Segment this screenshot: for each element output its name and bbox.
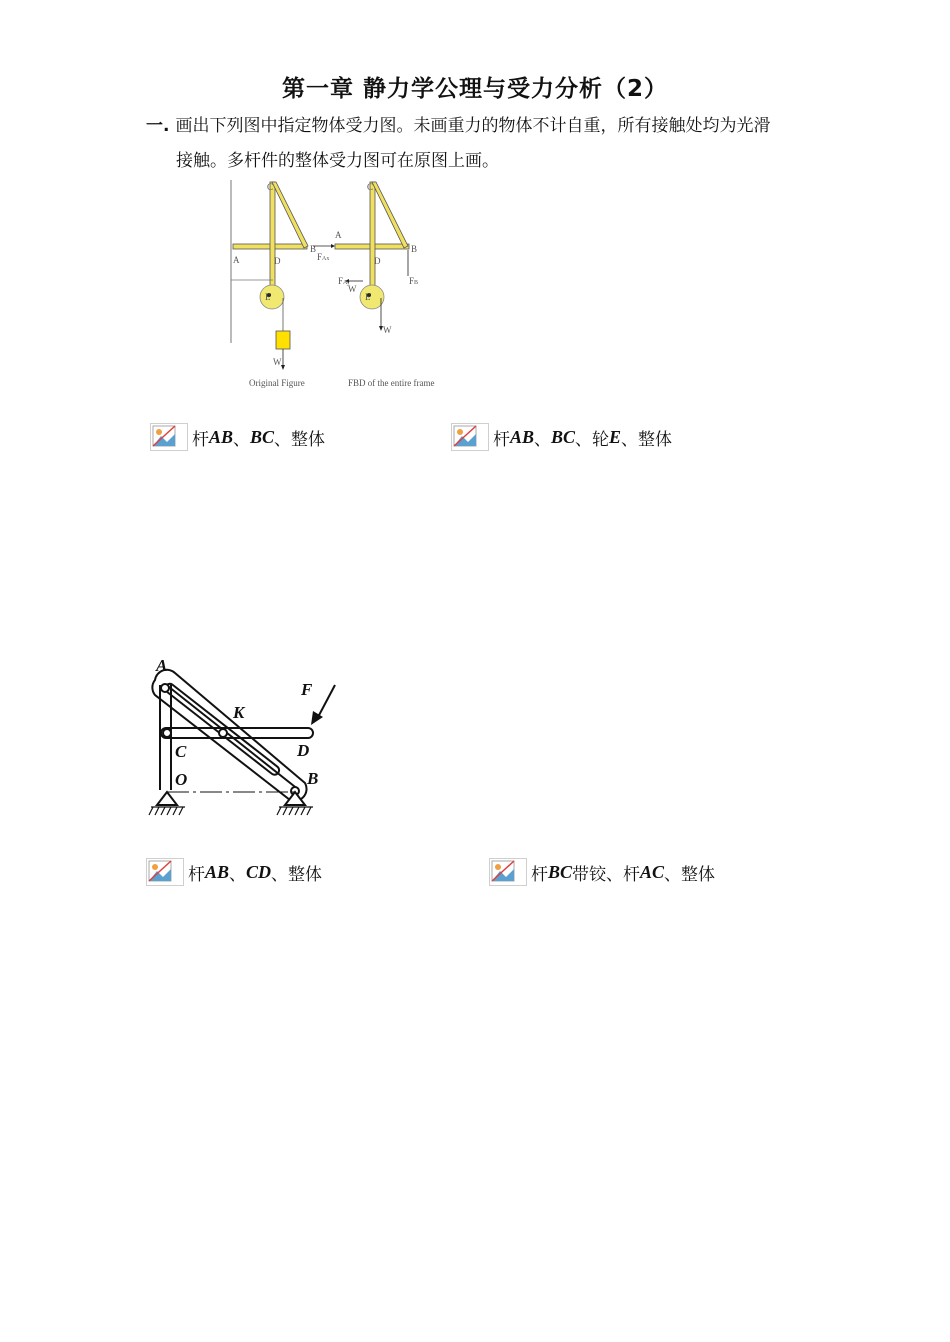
fig1-fbd-label-a: A — [335, 230, 342, 240]
fig1-label-c: C — [267, 182, 274, 192]
fig1-label-d: D — [274, 256, 281, 266]
question-text-1: 画出下列图中指定物体受力图。未画重力的物体不计自重，所有接触处均为光滑 — [175, 116, 771, 136]
caption-4-s1: 带铰、杆 — [572, 864, 641, 885]
fig1-fbd-label-e: E — [365, 292, 371, 302]
caption-1-b1: AB — [209, 426, 234, 447]
image-placeholder-icon — [150, 423, 188, 451]
fig1-fbd-label-d: D — [374, 256, 381, 266]
caption-2 — [451, 423, 672, 451]
caption-1-s1: 、 — [233, 429, 251, 450]
fig1-fbd-label-w2: W — [383, 325, 392, 335]
fig1-caption-left: Original Figure — [249, 378, 305, 388]
fig2-label-b: B — [307, 769, 319, 788]
fig2-label-a: A — [156, 656, 168, 675]
fig1-label-fax: FAx — [317, 252, 330, 262]
question-line-1 — [146, 111, 770, 136]
caption-2-pre: 杆 — [493, 429, 510, 450]
fig2-label-f: F — [301, 680, 313, 699]
caption-3-s1: 、 — [229, 864, 247, 885]
fig2-label-d: D — [297, 741, 310, 760]
fig1-label-fb: FB — [409, 276, 419, 286]
caption-2-b3: E — [609, 426, 622, 447]
fig1-caption-right: FBD of the entire frame — [348, 378, 435, 388]
caption-4-b1: BC — [548, 861, 573, 882]
fig1-label-b: B — [310, 244, 317, 254]
page-title: 第一章 静力学公理与受力分析（2） — [281, 76, 668, 102]
image-placeholder-icon — [489, 858, 527, 886]
fig1-label-e: E — [265, 292, 271, 302]
fig1-label-a: A — [233, 255, 240, 265]
fig1-fbd-label-c: C — [367, 182, 374, 192]
caption-3 — [146, 858, 322, 886]
frame-pulley-figure — [225, 178, 435, 393]
fig1-label-fay: FAy — [338, 276, 350, 286]
caption-1-b2: BC — [250, 426, 275, 447]
caption-4-pre: 杆 — [531, 864, 548, 885]
caption-2-post: 、整体 — [621, 429, 673, 450]
caption-4-post: 、整体 — [664, 864, 716, 885]
fig1-fbd-label-b: B — [411, 244, 418, 254]
caption-2-s1: 、 — [534, 429, 552, 450]
slotted-link-figure — [145, 655, 335, 825]
caption-1-post: 、整体 — [274, 429, 326, 450]
fig2-label-k: K — [233, 703, 245, 722]
caption-3-b2: CD — [246, 861, 272, 882]
caption-2-s2: 、轮 — [575, 429, 610, 450]
caption-2-b1: AB — [510, 426, 535, 447]
caption-1-pre: 杆 — [192, 429, 209, 450]
fig1-label-w: W — [273, 357, 282, 367]
caption-3-pre: 杆 — [188, 864, 205, 885]
caption-3-post: 、整体 — [271, 864, 323, 885]
question-number: 一. — [146, 116, 170, 136]
question-line-2: 接触。多杆件的整体受力图可在原图上画。 — [176, 151, 499, 171]
caption-3-b1: AB — [205, 861, 230, 882]
caption-4-b2: AC — [640, 861, 665, 882]
caption-1 — [150, 423, 325, 451]
fig1-fbd-label-w1: W — [348, 284, 357, 294]
caption-2-b2: BC — [551, 426, 576, 447]
image-placeholder-icon — [146, 858, 184, 886]
fig2-label-c: C — [175, 742, 187, 761]
caption-4 — [489, 858, 715, 886]
fig2-label-o: O — [175, 770, 188, 789]
image-placeholder-icon — [451, 423, 489, 451]
